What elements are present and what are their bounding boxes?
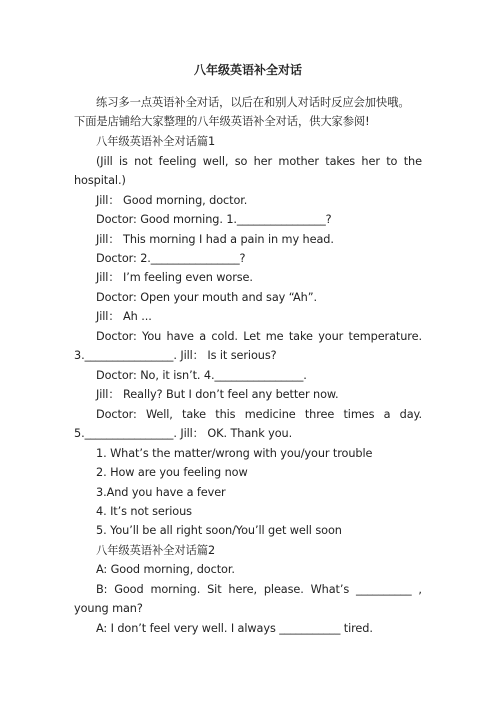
word: cold. [211,330,238,343]
dialogue-line-temperature-cont: 3.________________. Jill： Is it serious? [74,349,277,362]
word: a [199,330,207,343]
dialogue-line-b-cont: young man? [74,602,143,615]
setup-line-1 [96,154,422,169]
intro-line-1: 练习多一点英语补全对话，以后在和别人对话时反应会加快哦。 [96,96,410,109]
dialogue-line: Jill： I’m feeling even worse. [96,271,253,284]
dialogue-line-temperature [96,329,422,344]
word: this [215,408,236,421]
word: B: [96,583,108,596]
document-title: 八年级英语补全对话 [193,63,302,77]
word: her [361,155,380,168]
word: Good [114,583,144,596]
word: so [234,155,248,168]
word: well, [202,155,229,168]
word: to [386,155,398,168]
word: takes [325,155,356,168]
dialogue-line-medicine-cont: 5.________________. Jill： OK. Thank you. [74,427,293,440]
word: __________ [356,583,412,596]
setup-line-2: hospital.) [74,174,126,187]
word: (Jill [96,155,113,168]
word: day. [399,408,422,421]
word: here, [228,583,257,596]
word: , [418,583,422,596]
word: three [304,408,335,421]
dialogue-line: Doctor: Open your mouth and say “Ah”. [96,291,317,304]
word: her [253,155,273,168]
word: Doctor: [96,408,137,421]
dialogue-line: A: Good morning, doctor. [96,563,235,576]
answer-line: 2. How are you feeling now [96,466,248,479]
word: have [166,330,194,343]
word: morning. [150,583,201,596]
word: your [318,330,344,343]
word: the [403,155,422,168]
dialogue-line: Jill： Ah ... [96,310,152,323]
word: not [134,155,153,168]
word: You [142,330,162,343]
dialogue-line: Doctor: Good morning. 1.________________? [96,213,332,226]
word: feeling [158,155,197,168]
word: Sit [207,583,222,596]
word: medicine [244,408,296,421]
answer-line: 5. You’ll be all right soon/You’ll get well soon [96,524,342,537]
answer-line: 3.And you have a fever [96,486,226,499]
word: temperature. [348,330,422,343]
word: please. [263,583,304,596]
dialogue-line: Jill： Really? But I don’t feel any better now. [96,388,339,401]
word: times [343,408,375,421]
section-heading-2: 八年级英语补全对话篇2 [96,544,216,557]
word: Doctor: [96,330,137,343]
dialogue-line: A: I don’t feel very well. I always ___________ tired. [96,622,373,635]
dialogue-line: Jill： This morning I had a pain in my head. [96,233,334,246]
word: take [181,408,207,421]
dialogue-line-b [96,582,422,597]
word: Well, [145,408,173,421]
dialogue-line-medicine [96,407,422,422]
intro-line-2: 下面是店铺给大家整理的八年级英语补全对话，供大家参阅! [74,115,370,128]
word: a [383,408,391,421]
section-heading-1: 八年级英语补全对话篇1 [96,135,216,148]
word: is [118,155,128,168]
word: Let [243,330,261,343]
dialogue-line: Jill： Good morning, doctor. [96,194,248,207]
dialogue-line: Doctor: 2.________________? [96,252,246,265]
word: What’s [310,583,350,596]
word: take [288,330,313,343]
answer-line: 4. It’s not serious [96,505,192,518]
dialogue-line: Doctor: No, it isn’t. 4.________________. [96,369,307,382]
word: me [265,330,284,343]
answer-line: 1. What’s the matter/wrong with you/your trouble [96,447,373,460]
word: mother [278,155,319,168]
